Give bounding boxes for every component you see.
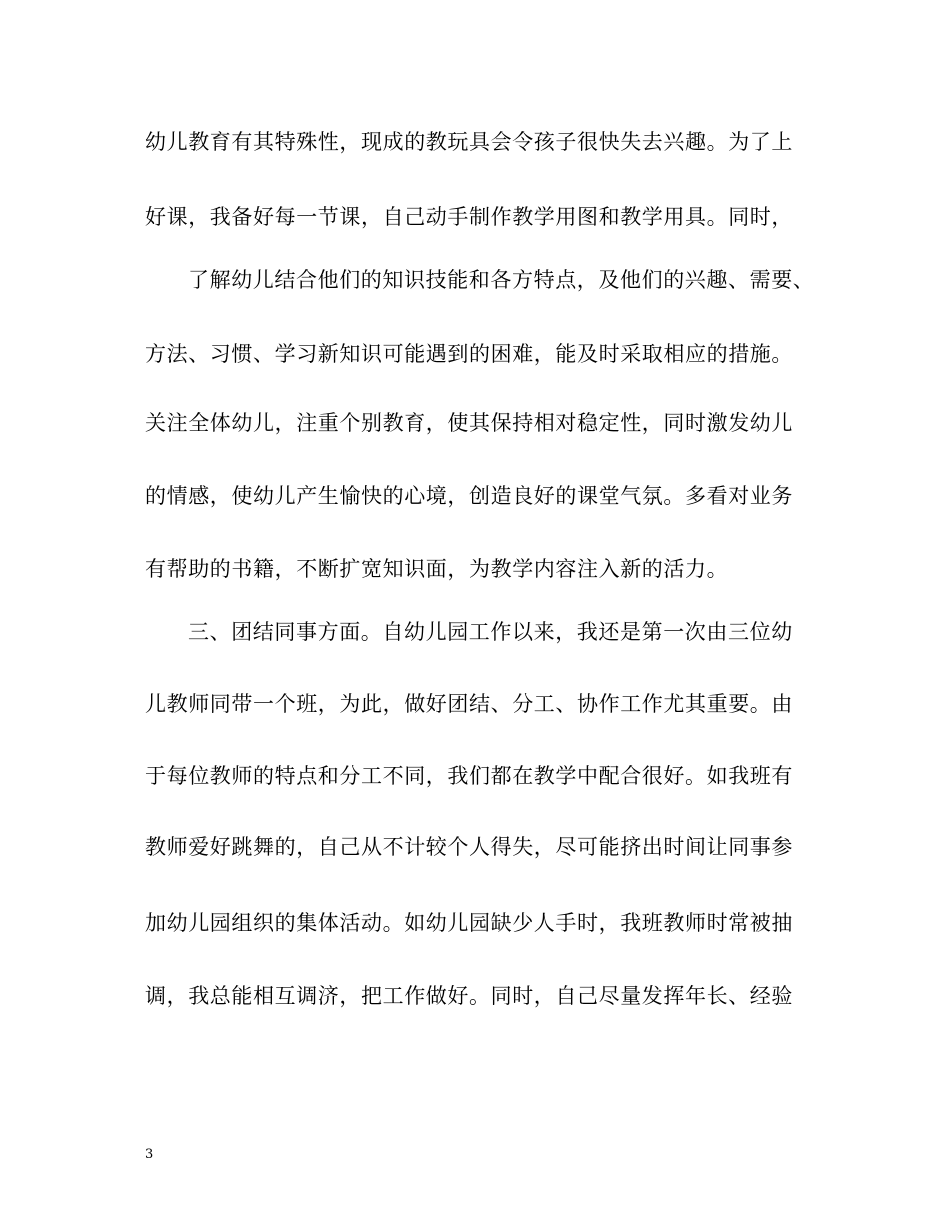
text-line: 关注全体幼儿，注重个别教育，使其保持相对稳定性，同时激发幼儿: [145, 411, 793, 435]
text-line: 有帮助的书籍，不断扩宽知识面，为教学内容注入新的活力。: [145, 557, 729, 581]
text-line: 调，我总能相互调济，把工作做好。同时，自己尽量发挥年长、经验: [145, 984, 793, 1008]
page-number: 3: [145, 1147, 154, 1162]
text-line: 了解幼儿结合他们的知识技能和各方特点，及他们的兴趣、需要、: [188, 268, 815, 292]
text-line: 好课，我备好每一节课，自己动手制作教学用图和教学用具。同时，: [145, 205, 793, 229]
text-line: 儿教师同带一个班，为此，做好团结、分工、协作工作尤其重要。由: [145, 692, 793, 716]
text-line: 幼儿教育有其特殊性，现成的教玩具会令孩子很快失去兴趣。为了上: [145, 130, 793, 154]
text-line: 三、团结同事方面。自幼儿园工作以来，我还是第一次由三位幼: [188, 620, 793, 644]
text-line: 于每位教师的特点和分工不同，我们都在教学中配合很好。如我班有: [145, 764, 793, 788]
text-line: 教师爱好跳舞的，自己从不计较个人得失，尽可能挤出时间让同事参: [145, 835, 793, 859]
text-line: 的情感，使幼儿产生愉快的心境，创造良好的课堂气氛。多看对业务: [145, 484, 793, 508]
text-line: 方法、习惯、学习新知识可能遇到的困难，能及时采取相应的措施。: [145, 342, 793, 366]
text-line: 加幼儿园组织的集体活动。如幼儿园缺少人手时，我班教师时常被抽: [145, 911, 793, 935]
